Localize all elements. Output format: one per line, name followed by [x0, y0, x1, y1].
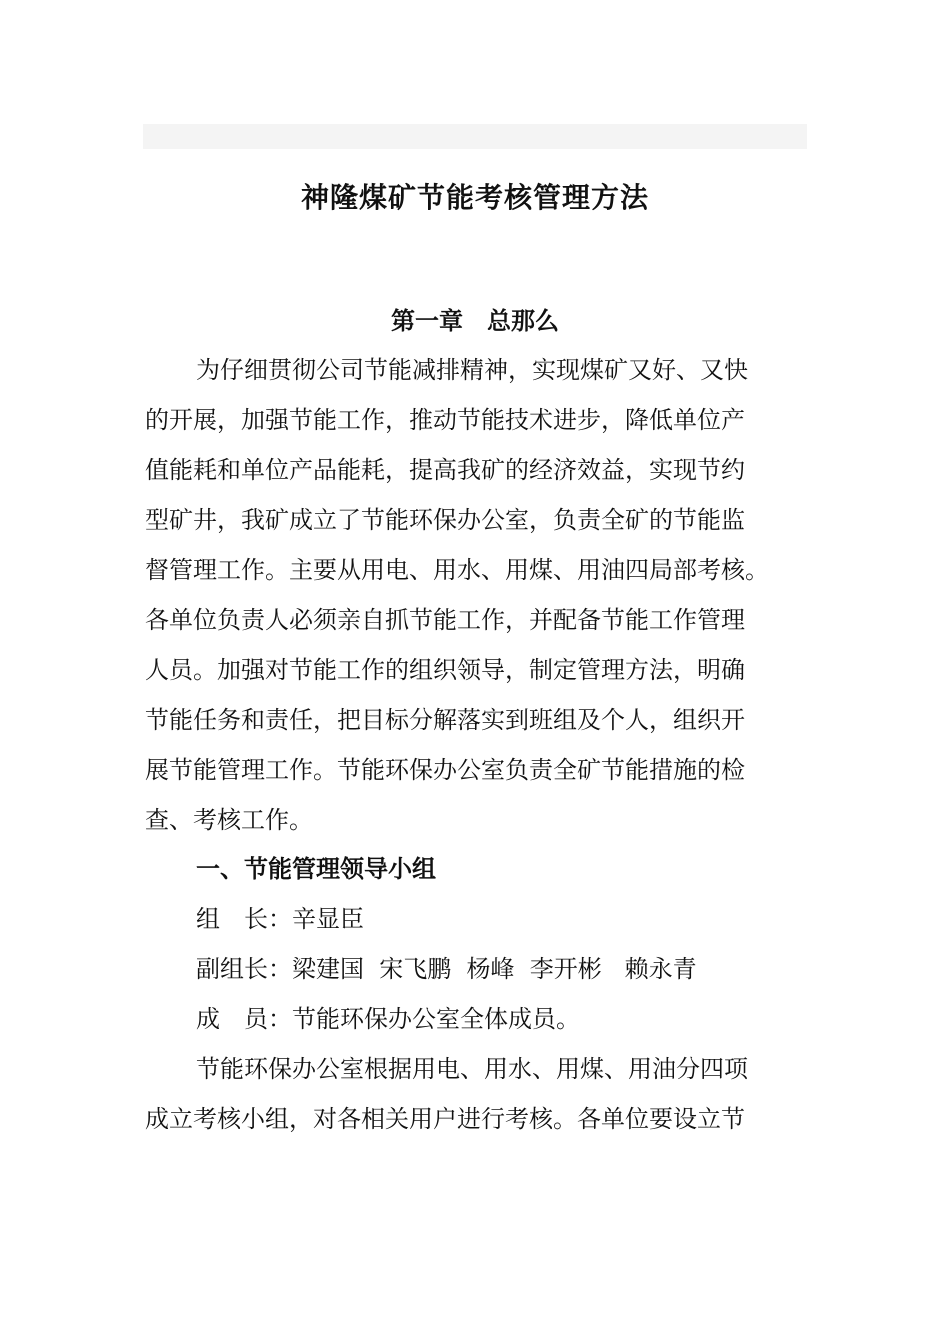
paragraph-line: 值能耗和单位产品能耗，提高我矿的经济效益，实现节约: [145, 456, 745, 484]
member-line: 成 员：节能环保办公室全体成员。: [196, 1005, 580, 1033]
paragraph-line: 型矿井，我矿成立了节能环保办公室，负责全矿的节能监: [145, 506, 745, 534]
deputy-leader-line: 副组长：梁建国 宋飞鹏 杨峰 李开彬 赖永青: [196, 955, 697, 983]
paragraph-line: 的开展，加强节能工作，推动节能技术进步，降低单位产: [145, 406, 745, 434]
leader-line: 组 长：辛显臣: [196, 905, 364, 933]
section-heading: 一、节能管理领导小组: [196, 854, 436, 883]
paragraph-line: 成立考核小组，对各相关用户进行考核。各单位要设立节: [145, 1105, 745, 1133]
paragraph-line: 展节能管理工作。节能环保办公室负责全矿节能措施的检: [145, 756, 745, 784]
page-header-band: [143, 124, 807, 149]
paragraph-line: 各单位负责人必须亲自抓节能工作，并配备节能工作管理: [145, 606, 745, 634]
chapter-heading: 第一章 总那么: [391, 306, 559, 335]
paragraph-line: 节能任务和责任，把目标分解落实到班组及个人，组织开: [145, 706, 745, 734]
paragraph-line: 节能环保办公室根据用电、用水、用煤、用油分四项: [196, 1055, 748, 1083]
document-title: 神隆煤矿节能考核管理方法: [300, 181, 649, 214]
paragraph-line: 查、考核工作。: [145, 806, 313, 834]
paragraph-line: 人员。加强对节能工作的组织领导，制定管理方法，明确: [145, 656, 745, 684]
paragraph-line: 督管理工作。主要从用电、用水、用煤、用油四局部考核。: [145, 556, 769, 584]
paragraph-line: 为仔细贯彻公司节能减排精神，实现煤矿又好、又快: [196, 356, 748, 384]
